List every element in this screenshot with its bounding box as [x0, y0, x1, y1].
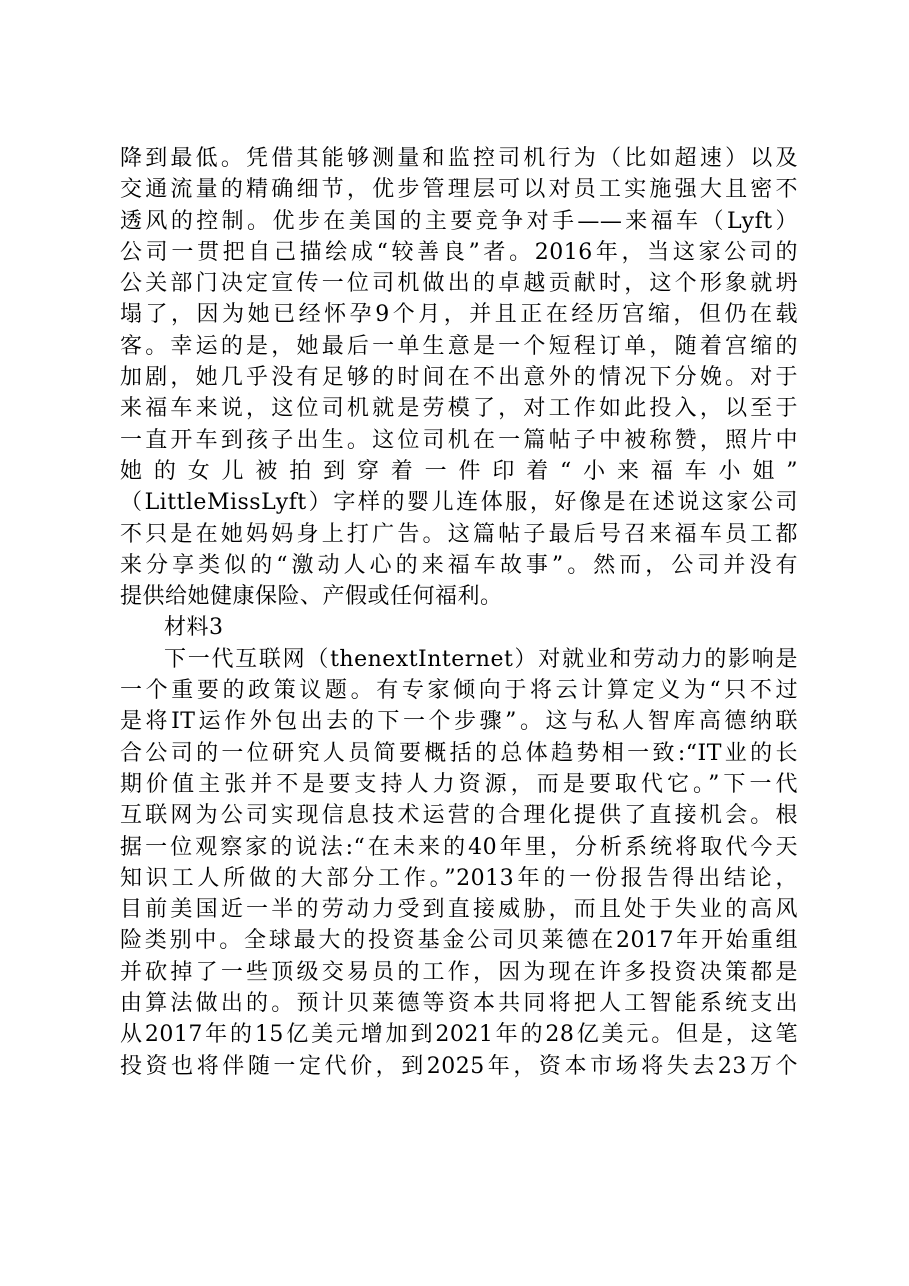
text-line: 由算法做出的。预计贝莱德等资本共同将把人工智能系统支出: [120, 991, 798, 1017]
text-line: 下一代互联网（thenextInternet）对就业和劳动力的影响是: [164, 646, 798, 672]
section-heading: 材料3: [164, 615, 224, 641]
text-line: 加剧，她几乎没有足够的时间在不出意外的情况下分娩。对于: [120, 365, 798, 391]
document-body: [120, 143, 798, 1082]
text-line: 目前美国近一半的劳动力受到直接威胁，而且处于失业的高风: [120, 897, 798, 923]
text-line: 提供给她健康保险、产假或任何福利。: [120, 584, 503, 610]
text-line: 合公司的一位研究人员简要概括的总体趋势相一致:“IT业的长: [120, 740, 798, 766]
text-line: 从2017年的15亿美元增加到2021年的28亿美元。但是，这笔: [120, 1022, 798, 1048]
text-line: 交通流量的精确细节，优步管理层可以对员工实施强大且密不: [120, 177, 798, 203]
text-line: 并砍掉了一些顶级交易员的工作，因为现在许多投资决策都是: [120, 959, 798, 985]
text-line: 降到最低。凭借其能够测量和监控司机行为（比如超速）以及: [120, 146, 798, 171]
text-line: 据一位观察家的说法:“在未来的40年里，分析系统将取代今天: [120, 834, 798, 860]
text-line: 客。幸运的是，她最后一单生意是一个短程订单，随着宫缩的: [120, 333, 798, 359]
text-line: 期价值主张并不是要支持人力资源，而是要取代它。”下一代: [120, 771, 798, 797]
text-line: 投资也将伴随一定代价，到2025年，资本市场将失去23万个: [120, 1053, 798, 1079]
text-line: 塌了，因为她已经怀孕9个月，并且正在经历宫缩，但仍在载: [120, 302, 798, 328]
text-line: （LittleMissLyft）字样的婴儿连体服，好像是在述说这家公司: [120, 490, 798, 516]
text-line: 公司一贯把自己描绘成“较善良”者。2016年，当这家公司的: [120, 239, 798, 265]
paragraph-next-internet: [120, 644, 798, 1082]
paragraph-uber-lyft: [120, 143, 798, 612]
text-line: 透风的控制。优步在美国的主要竞争对手——来福车（Lyft）: [120, 208, 798, 234]
text-line: 来福车来说，这位司机就是劳模了，对工作如此投入，以至于: [120, 396, 798, 422]
text-line: 是将IT运作外包出去的下一个步骤”。这与私人智库高德纳联: [120, 709, 798, 735]
text-line: 一直开车到孩子出生。这位司机在一篇帖子中被称赞，照片中: [120, 427, 798, 453]
text-line: 不只是在她妈妈身上打广告。这篇帖子最后号召来福车员工都: [120, 521, 798, 547]
text-line: 互联网为公司实现信息技术运营的合理化提供了直接机会。根: [120, 803, 798, 829]
text-line: 公关部门决定宣传一位司机做出的卓越贡献时，这个形象就坍: [120, 271, 798, 297]
text-line: 来分享类似的“激动人心的来福车故事”。然而，公司并没有: [120, 552, 798, 578]
text-line: 知识工人所做的大部分工作。”2013年的一份报告得出结论，: [120, 865, 798, 891]
text-line: 一个重要的政策议题。有专家倾向于将云计算定义为“只不过: [120, 678, 798, 704]
text-line: 险类别中。全球最大的投资基金公司贝莱德在2017年开始重组: [120, 928, 798, 954]
text-line: 她的女儿被拍到穿着一件印着“小来福车小姐”: [120, 458, 798, 484]
